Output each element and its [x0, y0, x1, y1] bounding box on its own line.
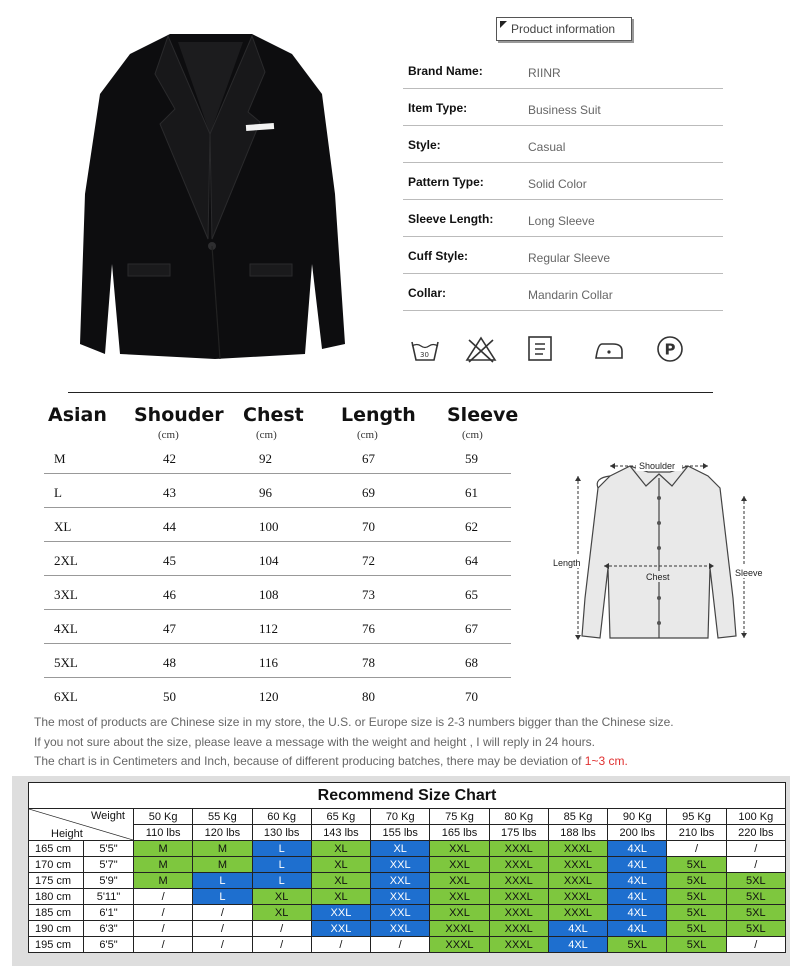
height-in-cell: 6'5" [84, 937, 134, 953]
weight-kg-cell: 75 Kg [430, 809, 489, 825]
weight-height-header [29, 809, 134, 841]
size-value: 47 [163, 621, 176, 636]
product-info-heading [496, 17, 632, 41]
section-divider [68, 392, 713, 393]
info-key: Style: [408, 138, 441, 152]
recommend-row [29, 921, 786, 937]
size-recommend-cell: XXL [430, 889, 489, 905]
size-recommend-cell: / [193, 921, 252, 937]
info-value: Regular Sleeve [528, 251, 611, 265]
shirt-measurement-diagram [548, 448, 770, 653]
size-label: 2XL [54, 553, 78, 568]
size-value: 65 [465, 587, 478, 602]
size-recommend-cell: / [193, 937, 252, 953]
size-recommend-cell: 4XL [608, 905, 667, 921]
size-recommend-cell: XXL [371, 905, 430, 921]
size-value: 45 [163, 553, 176, 568]
recommend-row [29, 841, 786, 857]
size-recommend-cell: / [134, 937, 193, 953]
size-recommend-cell: XXL [430, 873, 489, 889]
info-key: Cuff Style: [408, 249, 468, 263]
size-recommend-cell: L [193, 873, 252, 889]
size-recommend-cell: / [134, 921, 193, 937]
size-recommend-cell: XXXL [548, 873, 607, 889]
product-info-title: Product information [511, 22, 616, 36]
info-value: Long Sleeve [528, 214, 595, 228]
size-recommend-cell: 5XL [667, 889, 726, 905]
size-recommend-cell: / [667, 841, 726, 857]
size-recommend-cell: 4XL [548, 937, 607, 953]
size-recommend-cell: XXXL [489, 873, 548, 889]
size-recommend-cell: M [193, 857, 252, 873]
size-recommend-cell: L [252, 857, 311, 873]
corner-mark-icon [500, 21, 507, 28]
size-value: 73 [362, 587, 375, 602]
size-recommend-cell: XL [311, 873, 370, 889]
product-info-table [403, 52, 723, 311]
height-in-cell: 5'5" [84, 841, 134, 857]
size-value: 69 [362, 485, 375, 500]
size-recommend-cell: XXL [371, 873, 430, 889]
size-recommend-cell: 5XL [667, 921, 726, 937]
info-value: RIINR [528, 66, 561, 80]
weight-kg-cell: 85 Kg [548, 809, 607, 825]
size-value: 78 [362, 655, 375, 670]
iron-low-icon [593, 334, 625, 364]
height-in-cell: 5'7" [84, 857, 134, 873]
recommend-row [29, 857, 786, 873]
info-row-cuff [403, 237, 723, 274]
size-value: 59 [465, 451, 478, 466]
col-header-sleeve: Sleeve [447, 404, 519, 426]
size-recommend-cell: XL [311, 857, 370, 873]
weight-kg-cell: 70 Kg [371, 809, 430, 825]
weight-kg-cell: 60 Kg [252, 809, 311, 825]
recommend-row [29, 937, 786, 953]
size-recommend-cell: XL [252, 905, 311, 921]
info-value: Business Suit [528, 103, 601, 117]
size-recommend-cell: XXXL [489, 857, 548, 873]
size-value: 62 [465, 519, 478, 534]
info-row-brand [403, 52, 723, 89]
weight-lbs-cell: 220 lbs [726, 825, 785, 841]
height-cm-cell: 195 cm [29, 937, 84, 953]
size-recommend-cell: 4XL [608, 873, 667, 889]
note-line-1: The most of products are Chinese size in my store, the U.S. or Europe size is 2-3 numbers bigger than the Chinese size. [34, 715, 674, 729]
size-recommend-cell: XL [311, 841, 370, 857]
weight-label: Weight [90, 810, 125, 822]
size-recommend-cell: XXXL [489, 889, 548, 905]
size-recommend-cell: L [252, 841, 311, 857]
size-recommend-cell: XXL [430, 905, 489, 921]
size-row [44, 644, 511, 678]
height-label: Height [51, 828, 83, 840]
unit-label: (cm) [256, 429, 277, 441]
size-label: M [54, 451, 66, 466]
size-value: 70 [362, 519, 375, 534]
recommend-row [29, 873, 786, 889]
weight-kg-cell: 65 Kg [311, 809, 370, 825]
recommend-size-chart [12, 776, 790, 966]
size-recommend-cell: 4XL [608, 857, 667, 873]
size-recommend-cell: XXXL [430, 937, 489, 953]
size-value: 68 [465, 655, 478, 670]
height-in-cell: 5'11" [84, 889, 134, 905]
weight-lbs-cell: 210 lbs [667, 825, 726, 841]
recommend-title: Recommend Size Chart [29, 783, 786, 809]
size-value: 67 [362, 451, 375, 466]
size-label: 4XL [54, 621, 78, 636]
size-value: 104 [259, 553, 279, 568]
suit-jacket-photo [60, 14, 360, 374]
size-recommend-cell: / [371, 937, 430, 953]
size-recommend-cell: / [134, 905, 193, 921]
size-value: 46 [163, 587, 176, 602]
size-recommend-cell: 5XL [667, 873, 726, 889]
info-row-item-type [403, 89, 723, 126]
size-row [44, 508, 511, 542]
note-line-2: If you not sure about the size, please leave a message with the weight and height , I will reply in 24 hours. [34, 735, 595, 749]
info-key: Sleeve Length: [408, 212, 494, 226]
note-line-3 [34, 754, 628, 768]
recommend-table [28, 782, 786, 953]
info-key: Item Type: [408, 101, 468, 115]
size-recommend-cell: XXL [371, 857, 430, 873]
size-value: 48 [163, 655, 176, 670]
size-recommend-cell: 5XL [667, 905, 726, 921]
col-header-chest: Chest [243, 404, 304, 426]
size-recommend-cell: 4XL [548, 921, 607, 937]
length-label: Length [553, 558, 581, 568]
size-value: 120 [259, 689, 279, 704]
size-recommend-cell: XXXL [548, 889, 607, 905]
size-recommend-cell: 4XL [608, 921, 667, 937]
unit-label: (cm) [357, 429, 378, 441]
size-label: 3XL [54, 587, 78, 602]
weight-kg-cell: 95 Kg [667, 809, 726, 825]
info-row-pattern [403, 163, 723, 200]
note-line-3-text: The chart is in Centimeters and Inch, because of different producing batches, there may be deviation of [34, 754, 585, 768]
size-recommend-cell: 4XL [608, 889, 667, 905]
info-key: Collar: [408, 286, 447, 300]
size-recommend-cell: XL [371, 841, 430, 857]
col-header-shoulder: Shouder [134, 404, 224, 426]
size-value: 72 [362, 553, 375, 568]
weight-lbs-cell: 143 lbs [311, 825, 370, 841]
tumble-dry-icon [525, 334, 557, 364]
sleeve-label: Sleeve [735, 568, 763, 578]
info-key: Pattern Type: [408, 175, 484, 189]
size-recommend-cell: / [726, 841, 785, 857]
size-value: 70 [465, 689, 478, 704]
size-recommend-cell: XXL [311, 905, 370, 921]
svg-text:P: P [664, 340, 676, 359]
size-value: 116 [259, 655, 279, 670]
size-recommend-cell: 5XL [726, 905, 785, 921]
size-row [44, 678, 511, 712]
size-recommend-cell: XXXL [548, 905, 607, 921]
wash-30-icon [409, 334, 441, 364]
size-recommend-cell: M [134, 841, 193, 857]
shoulder-label: Shoulder [639, 461, 676, 471]
size-recommend-cell: 5XL [726, 921, 785, 937]
height-in-cell: 6'1" [84, 905, 134, 921]
size-value: 61 [465, 485, 478, 500]
weight-kg-cell: 55 Kg [193, 809, 252, 825]
info-row-style [403, 126, 723, 163]
size-recommend-cell: M [193, 841, 252, 857]
size-recommend-cell: 5XL [726, 873, 785, 889]
size-recommend-cell: XL [252, 889, 311, 905]
height-cm-cell: 170 cm [29, 857, 84, 873]
weight-kg-cell: 50 Kg [134, 809, 193, 825]
weight-lbs-cell: 188 lbs [548, 825, 607, 841]
height-cm-cell: 175 cm [29, 873, 84, 889]
unit-label: (cm) [462, 429, 483, 441]
note-deviation: 1~3 cm. [584, 754, 628, 768]
height-in-cell: 6'3" [84, 921, 134, 937]
size-recommend-cell: XXL [371, 921, 430, 937]
weight-lbs-cell: 200 lbs [608, 825, 667, 841]
size-value: 43 [163, 485, 176, 500]
size-label: 5XL [54, 655, 78, 670]
weight-lbs-cell: 165 lbs [430, 825, 489, 841]
size-recommend-cell: M [134, 873, 193, 889]
height-cm-cell: 185 cm [29, 905, 84, 921]
size-recommend-cell: 5XL [667, 857, 726, 873]
chest-label: Chest [646, 572, 670, 582]
size-row [44, 610, 511, 644]
size-value: 50 [163, 689, 176, 704]
recommend-row [29, 889, 786, 905]
col-header-asian: Asian [48, 404, 107, 426]
size-recommend-cell: XXXL [489, 905, 548, 921]
size-recommend-cell: XXXL [430, 921, 489, 937]
size-recommend-cell: L [252, 873, 311, 889]
weight-lbs-cell: 110 lbs [134, 825, 193, 841]
size-recommend-cell: 5XL [608, 937, 667, 953]
size-value: 96 [259, 485, 272, 500]
weight-kg-cell: 100 Kg [726, 809, 785, 825]
weight-lbs-cell: 175 lbs [489, 825, 548, 841]
size-recommend-cell: XL [311, 889, 370, 905]
size-recommend-cell: / [193, 905, 252, 921]
weight-lbs-cell: 120 lbs [193, 825, 252, 841]
info-row-collar [403, 274, 723, 311]
weight-lbs-cell: 130 lbs [252, 825, 311, 841]
size-recommend-cell: / [311, 937, 370, 953]
size-value: 92 [259, 451, 272, 466]
size-recommend-cell: / [134, 889, 193, 905]
size-recommend-cell: XXXL [548, 841, 607, 857]
info-key: Brand Name: [408, 64, 483, 78]
dry-clean-p-icon [655, 334, 687, 364]
size-label: XL [54, 519, 72, 534]
info-value: Mandarin Collar [528, 288, 613, 302]
height-in-cell: 5'9" [84, 873, 134, 889]
size-recommend-cell: XXXL [489, 937, 548, 953]
size-recommend-cell: XXL [311, 921, 370, 937]
size-value: 80 [362, 689, 375, 704]
size-value: 44 [163, 519, 176, 534]
size-recommend-cell: / [726, 937, 785, 953]
size-value: 112 [259, 621, 279, 636]
no-bleach-icon [465, 334, 497, 364]
size-recommend-cell: / [252, 937, 311, 953]
size-value: 108 [259, 587, 279, 602]
size-recommend-cell: XXL [371, 889, 430, 905]
care-icons [405, 334, 705, 366]
size-recommend-cell: 5XL [726, 889, 785, 905]
size-value: 67 [465, 621, 478, 636]
svg-text:30: 30 [420, 351, 429, 359]
size-recommend-cell: / [726, 857, 785, 873]
size-recommend-cell: / [252, 921, 311, 937]
recommend-row [29, 905, 786, 921]
size-value: 42 [163, 451, 176, 466]
size-row [44, 542, 511, 576]
size-value: 76 [362, 621, 375, 636]
size-row [44, 474, 511, 508]
size-row [44, 440, 511, 474]
info-value: Casual [528, 140, 566, 154]
weight-kg-cell: 90 Kg [608, 809, 667, 825]
height-cm-cell: 165 cm [29, 841, 84, 857]
size-value: 64 [465, 553, 478, 568]
size-label: 6XL [54, 689, 78, 704]
size-recommend-cell: XXXL [489, 921, 548, 937]
height-cm-cell: 180 cm [29, 889, 84, 905]
info-row-sleeve-length [403, 200, 723, 237]
size-row [44, 576, 511, 610]
size-recommend-cell: 4XL [608, 841, 667, 857]
size-recommend-cell: XXL [430, 857, 489, 873]
size-value: 100 [259, 519, 279, 534]
size-recommend-cell: XXXL [489, 841, 548, 857]
unit-label: (cm) [158, 429, 179, 441]
size-recommend-cell: M [134, 857, 193, 873]
size-recommend-cell: XXL [430, 841, 489, 857]
weight-kg-cell: 80 Kg [489, 809, 548, 825]
size-recommend-cell: XXXL [548, 857, 607, 873]
size-recommend-cell: L [193, 889, 252, 905]
weight-lbs-cell: 155 lbs [371, 825, 430, 841]
size-label: L [54, 485, 62, 500]
col-header-length: Length [341, 404, 416, 426]
info-value: Solid Color [528, 177, 587, 191]
height-cm-cell: 190 cm [29, 921, 84, 937]
size-recommend-cell: 5XL [667, 937, 726, 953]
